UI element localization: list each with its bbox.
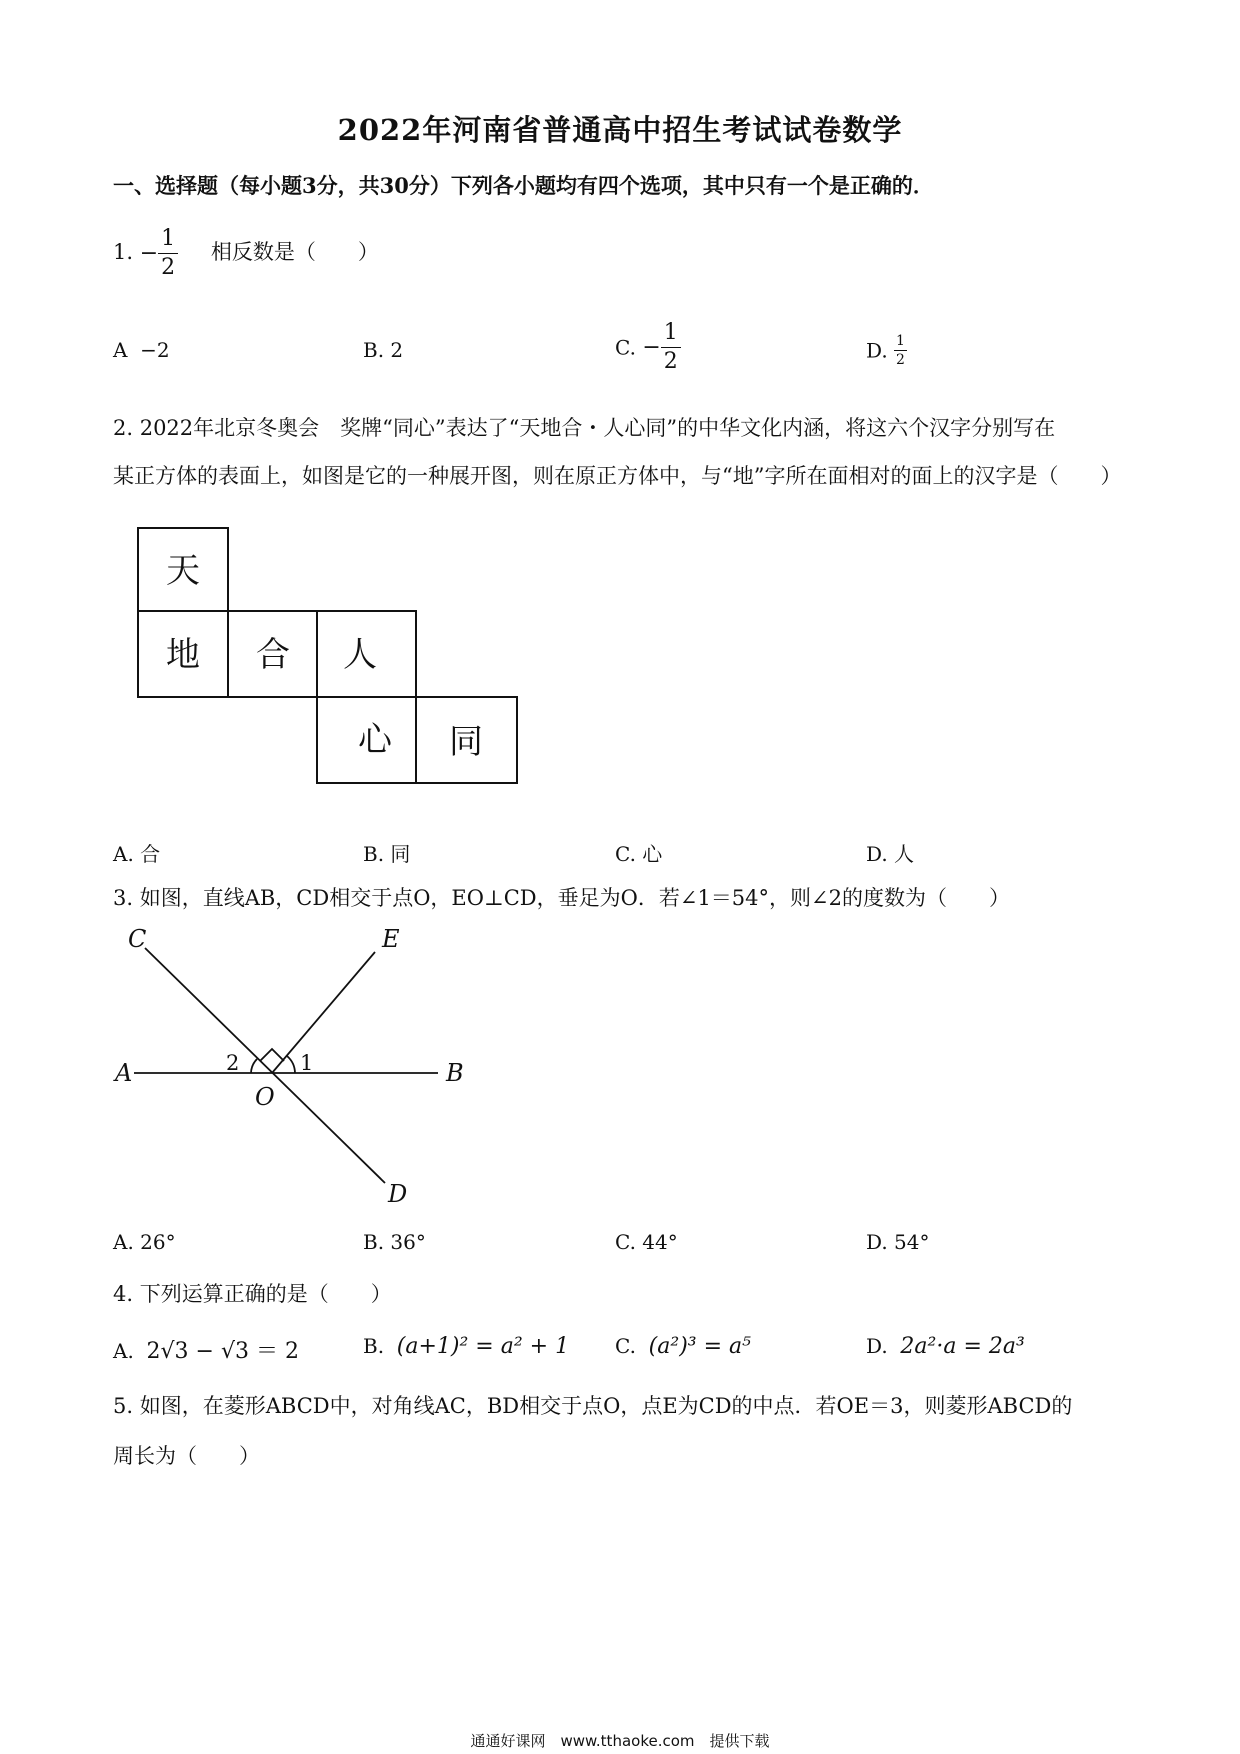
- right-angle-mark: [260, 1049, 284, 1061]
- label-e: E: [382, 925, 400, 953]
- net-char-di: 地: [166, 635, 200, 675]
- q5-line-2: 周长为（ ）: [113, 1444, 260, 1468]
- q4-option-d-text: 2a²·a = 2a³: [900, 1334, 1025, 1359]
- q1-option-d-den: 2: [896, 352, 905, 368]
- q1-option-d-label: D.: [866, 338, 888, 363]
- q4-option-b-text: (a+1)² = a² + 1: [396, 1334, 570, 1359]
- q1-option-b-label: B.: [363, 338, 385, 362]
- net-char-tian: 天: [166, 551, 200, 591]
- intersecting-lines-figure: [110, 915, 490, 1210]
- q1-number: 1.: [113, 240, 134, 264]
- q3-option-c: C. 44°: [615, 1230, 678, 1254]
- question-1: [113, 228, 379, 279]
- q1-fraction: [158, 228, 178, 279]
- q2-option-b: B. 同: [363, 842, 411, 866]
- footer-watermark: 通通好课网 www.tthaoke.com 提供下载: [470, 1732, 770, 1750]
- line-eo: [272, 952, 375, 1073]
- page-title: 2022年河南省普通高中招生考试试卷数学: [337, 113, 903, 147]
- net-char-xin: 心: [358, 720, 392, 760]
- q1-option-c-fraction: [661, 322, 681, 373]
- label-angle-1: 1: [300, 1051, 314, 1075]
- label-b: B: [446, 1059, 464, 1087]
- label-o: O: [255, 1083, 275, 1111]
- q1-frac-num: 1: [158, 228, 178, 254]
- label-c: C: [128, 925, 147, 953]
- net-char-tong: 同: [449, 722, 483, 762]
- q3-option-a: A. 26°: [113, 1230, 176, 1254]
- q1-option-b: [363, 338, 403, 362]
- q3-option-b: B. 36°: [363, 1230, 426, 1254]
- label-d: D: [388, 1180, 408, 1208]
- q3-stem: 3. 如图，直线AB，CD相交于点O，EO⊥CD，垂足为O．若∠1＝54°，则∠2的度数为（ ）: [113, 886, 1010, 910]
- q4-option-d-label: D.: [866, 1334, 888, 1358]
- q1-option-d-fraction: [894, 334, 907, 367]
- q4-option-a-label: A.: [113, 1339, 134, 1363]
- q4-option-b-label: B.: [363, 1334, 385, 1358]
- q1-option-c-num: 1: [661, 322, 681, 348]
- q4-stem: 4. 下列运算正确的是（ ）: [113, 1282, 392, 1306]
- q4-option-c-text: (a²)³ = a⁵: [648, 1334, 751, 1359]
- q1-option-a-text: −2: [140, 338, 170, 362]
- q1-option-a: [113, 338, 170, 362]
- q2-line-2: 某正方体的表面上，如图是它的一种展开图，则在原正方体中，与“地”字所在面相对的面上的汉字是（ ）: [113, 464, 1122, 488]
- q1-option-a-label: A: [113, 338, 128, 362]
- q4-option-c: [615, 1334, 751, 1359]
- q1-option-c-den: 2: [663, 349, 678, 374]
- q5-line-1: 5. 如图，在菱形ABCD中，对角线AC，BD相交于点O，点E为CD的中点．若OE＝3，则菱形ABCD的: [113, 1394, 1073, 1418]
- net-char-he: 合: [256, 635, 290, 675]
- label-angle-2: 2: [226, 1051, 240, 1075]
- q2-option-d: D. 人: [866, 842, 915, 866]
- section-heading: 一、选择题（每小题3分，共30分）下列各小题均有四个选项，其中只有一个是正确的．: [113, 173, 934, 198]
- angle-2-arc: [251, 1059, 257, 1073]
- q1-minus: −: [139, 241, 159, 266]
- q1-option-c: [615, 322, 681, 373]
- q4-option-a-text: 2√3 − √3 ＝ 2: [146, 1339, 299, 1364]
- q2-option-c: C. 心: [615, 842, 663, 866]
- q1-frac-den: 2: [161, 255, 176, 280]
- q1-stem: 相反数是（ ）: [210, 240, 379, 264]
- q4-option-b: [363, 1334, 569, 1359]
- q4-option-a: [113, 1334, 299, 1365]
- q1-option-d-num: 1: [896, 333, 905, 349]
- q1-option-d: [866, 334, 907, 367]
- q4-option-c-label: C.: [615, 1334, 636, 1358]
- q1-option-c-label: C.: [615, 335, 636, 360]
- label-a: A: [115, 1059, 133, 1087]
- q2-line-1: 2. 2022年北京冬奥会 奖牌“同心”表达了“天地合・人心同”的中华文化内涵，将这六个汉字分别写在: [113, 416, 1056, 440]
- q1-option-c-minus: −: [642, 335, 661, 360]
- q1-option-b-text: 2: [390, 338, 404, 362]
- angle-1-arc: [287, 1056, 295, 1073]
- q3-option-d: D. 54°: [866, 1230, 930, 1254]
- q4-option-d: [866, 1334, 1025, 1359]
- q2-option-a: A. 合: [113, 842, 161, 866]
- cube-net-figure: [130, 525, 530, 795]
- net-char-ren: 人: [343, 635, 377, 675]
